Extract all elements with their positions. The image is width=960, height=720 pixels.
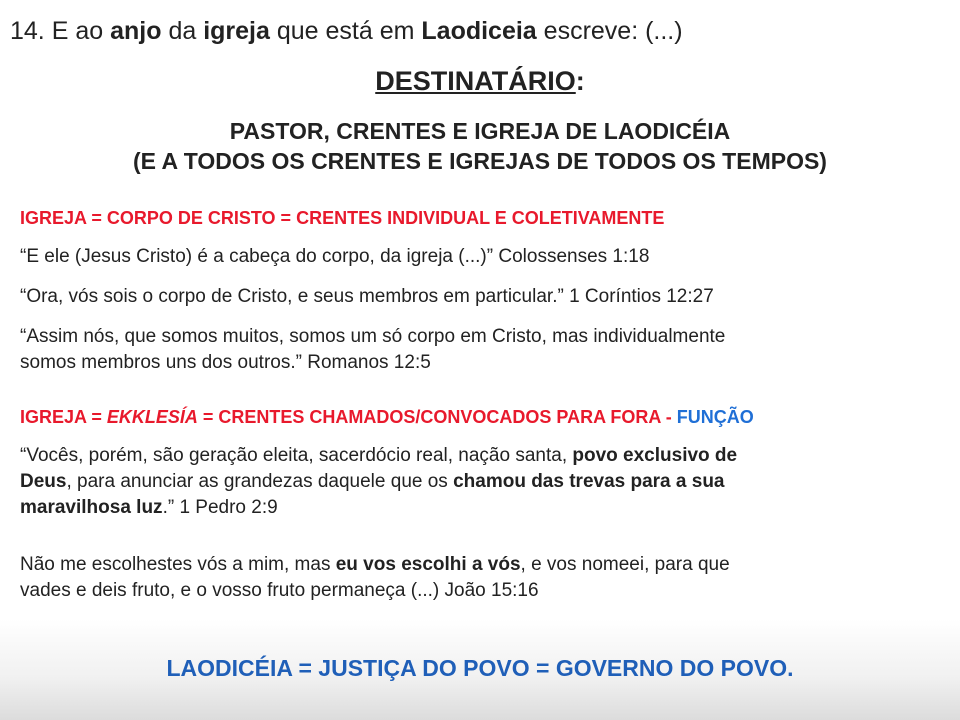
section2-heading-c: = CRENTES CHAMADOS/CONVOCADOS PARA FORA -: [197, 407, 677, 427]
header-text-4: escreve: (...): [536, 17, 683, 45]
page-title: [0, 64, 960, 98]
verse-romanos-line-2: somos membros uns dos outros.” Romanos 12:5: [20, 352, 431, 373]
verse-pedro-text-g: .” 1 Pedro 2:9: [162, 497, 278, 518]
section2-heading-a: IGREJA =: [20, 407, 107, 427]
section1-heading: IGREJA = CORPO DE CRISTO = CRENTES INDIVIDUAL E COLETIVAMENTE: [20, 208, 665, 228]
verse-joao-bold-b: eu vos escolhi a vós: [335, 554, 521, 575]
verse-joao-text-a: Não me escolhestes vós a mim, mas: [20, 554, 336, 575]
header-number: 14.: [10, 17, 45, 45]
header-bold-laodiceia: Laodiceia: [421, 17, 537, 45]
section2-heading: [20, 404, 940, 430]
header-text-2: da: [161, 17, 204, 45]
footer-statement: LAODICÉIA = JUSTIÇA DO POVO = GOVERNO DO POVO.: [166, 655, 794, 681]
header-bold-igreja: igreja: [203, 17, 270, 45]
header-bold-anjo: anjo: [110, 17, 162, 45]
title-main: DESTINATÁRIO: [375, 66, 576, 96]
verse-joao: [20, 552, 940, 604]
verse-pedro-text-d: , para anunciar as grandezas daquele que os: [66, 471, 454, 492]
verse-pedro-bold-b: povo exclusivo de: [572, 445, 738, 466]
header-text-1: E ao: [44, 17, 111, 45]
subtitle-line-1: PASTOR, CRENTES E IGREJA DE LAODICÉIA: [229, 118, 731, 144]
verse-pedro-text-a: “Vocês, porém, são geração eleita, sacerdócio real, nação santa,: [20, 445, 573, 466]
verse-pedro-bold-f: maravilhosa luz: [20, 497, 163, 518]
verse-joao-text-c: , e vos nomeei, para que: [520, 554, 730, 575]
header-line: [10, 16, 683, 46]
verse-pedro: [20, 443, 940, 521]
verse-romanos: [20, 324, 940, 376]
verse-pedro-line-1: [20, 443, 940, 469]
verse-pedro-bold-e: chamou das trevas para a sua: [453, 471, 725, 492]
page-subtitle: [0, 116, 960, 176]
title-colon: :: [575, 66, 585, 96]
verse-colossenses: “E ele (Jesus Cristo) é a cabeça do corpo, da igreja (...)” Colossenses 1:18: [20, 246, 650, 267]
section2-heading-ekklesia: EKKLESÍA: [106, 407, 198, 427]
verse-pedro-line-3: [20, 495, 940, 521]
verse-romanos-line-1: “Assim nós, que somos muitos, somos um só corpo em Cristo, mas individualmente: [20, 326, 726, 347]
verse-pedro-line-2: [20, 469, 940, 495]
verse-pedro-bold-c: Deus: [20, 471, 67, 492]
verse-joao-line-1: [20, 552, 940, 578]
verse-joao-line-2: vades e deis fruto, e o vosso fruto permaneça (...) João 15:16: [20, 580, 539, 601]
subtitle-line-2: (E A TODOS OS CRENTES E IGREJAS DE TODOS OS TEMPOS): [133, 148, 827, 174]
section2-heading-funcao: FUNÇÃO: [676, 407, 754, 427]
header-text-3: que está em: [269, 17, 422, 45]
verse-corintios: “Ora, vós sois o corpo de Cristo, e seus membros em particular.” 1 Coríntios 12:27: [20, 286, 714, 307]
